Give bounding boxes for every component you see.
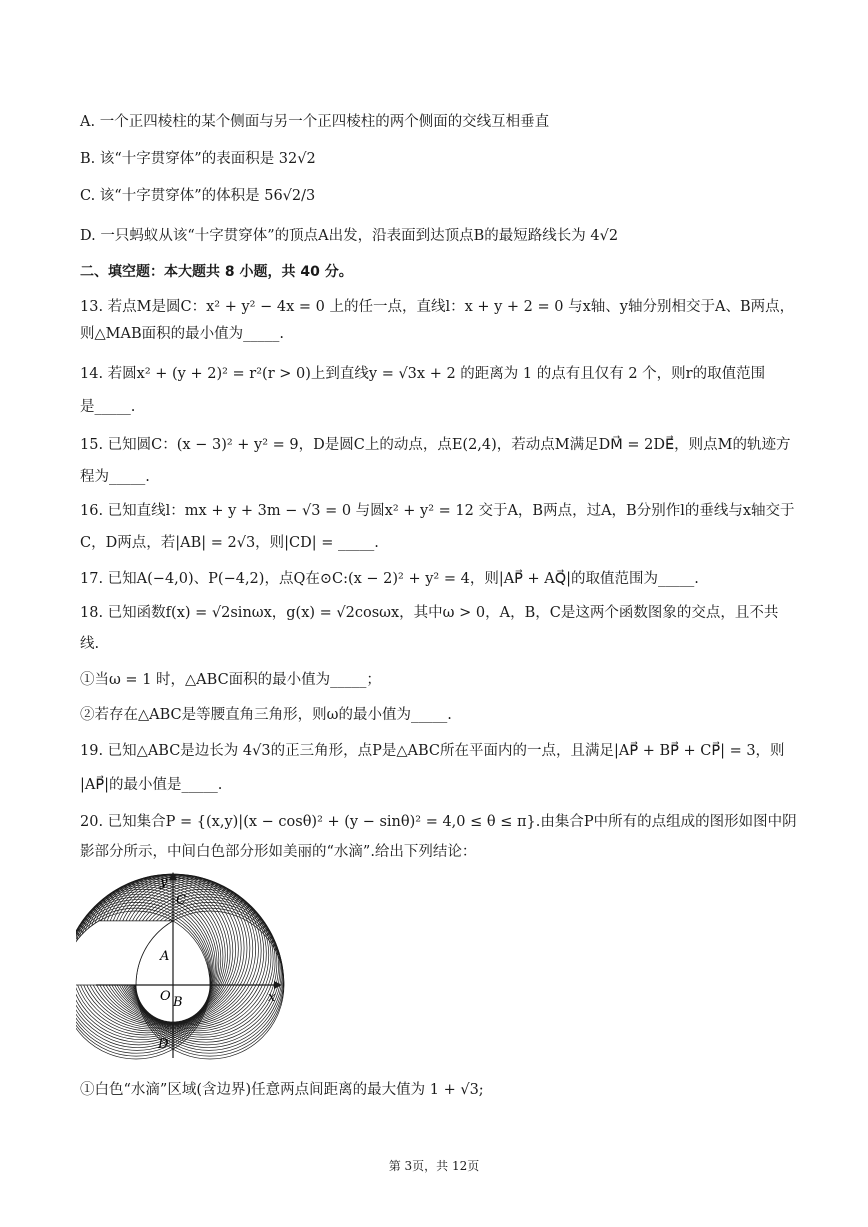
- option-d: D. 一只蚂蚁从该“十字贯穿体”的顶点A出发，沿表面到达顶点B的最短路线长为 4√2: [80, 228, 619, 244]
- q16-line-1: 16. 已知直线l：mx + y + 3m − √3 = 0 与圆x² + y² = 12 交于A，B两点，过A，B分别作l的垂线与x轴交于: [80, 503, 795, 519]
- q20-conclusion-1: ①白色“水滴”区域(含边界)任意两点间距离的最大值为 1 + √3;: [80, 1082, 484, 1098]
- q16-line-2: C，D两点，若|AB| = 2√3，则|CD| = _____.: [80, 535, 379, 551]
- option-a: A. 一个正四棱柱的某个侧面与另一个正四棱柱的两个侧面的交线互相垂直: [80, 114, 550, 130]
- x-axis-label: x: [268, 990, 276, 1005]
- origin-label: O: [160, 989, 171, 1004]
- q18-line-2: 线.: [80, 636, 100, 652]
- point-a-label: A: [160, 949, 170, 964]
- q18-line-1: 18. 已知函数f(x) = √2sinωx，g(x) = √2cosωx，其中ω > 0，A，B，C是这两个函数图象的交点，且不共: [80, 605, 779, 621]
- q13-line-1: 13. 若点M是圆C：x² + y² − 4x = 0 上的任一点，直线l：x + y + 2 = 0 与x轴、y轴分别相交于A、B两点，: [80, 299, 795, 315]
- water-drop-figure: [76, 868, 286, 1068]
- q14-line-2: 是_____.: [80, 399, 136, 415]
- water-drop-region: [76, 921, 210, 1022]
- y-axis-label: y: [160, 875, 168, 890]
- q19-line-1: 19. 已知△ABC是边长为 4√3的正三角形，点P是△ABC所在平面内的一点，且满足|AP⃗ + BP⃗ + CP⃗| = 3，则: [80, 743, 785, 759]
- point-c-label: C: [176, 893, 186, 908]
- point-b-label: B: [173, 995, 183, 1010]
- option-b: B. 该“十字贯穿体”的表面积是 32√2: [80, 151, 316, 167]
- q20-line-2: 影部分所示，中间白色部分形如美丽的“水滴”.给出下列结论：: [80, 844, 477, 860]
- q18-part-1: ①当ω = 1 时，△ABC面积的最小值为_____；: [80, 672, 381, 688]
- q13-line-2: 则△MAB面积的最小值为_____.: [80, 326, 284, 342]
- option-c: C. 该“十字贯穿体”的体积是 56√2/3: [80, 188, 316, 204]
- q15-line-1: 15. 已知圆C：(x − 3)² + y² = 9，D是圆C上的动点，点E(2,4)，若动点M满足DM⃗ = 2DE⃗，则点M的轨迹方: [80, 437, 791, 453]
- q19-line-2: |AP⃗|的最小值是_____.: [80, 777, 223, 793]
- q18-part-2: ②若存在△ABC是等腰直角三角形，则ω的最小值为_____.: [80, 707, 452, 723]
- page-footer: 第 3页，共 12页: [388, 1159, 480, 1173]
- q14-line-1: 14. 若圆x² + (y + 2)² = r²(r > 0)上到直线y = √3x + 2 的距离为 1 的点有且仅有 2 个，则r的取值范围: [80, 366, 766, 382]
- section-heading: 二、填空题：本大题共 8 小题，共 40 分。: [80, 264, 353, 280]
- q17: 17. 已知A(−4,0)、P(−4,2)，点Q在⊙C:(x − 2)² + y² = 4，则|AP⃗ + AQ⃗|的取值范围为_____.: [80, 571, 699, 587]
- q20-line-1: 20. 已知集合P = {(x,y)|(x − cosθ)² + (y − sinθ)² = 4,0 ≤ θ ≤ π}.由集合P中所有的点组成的图形如图中阴: [80, 814, 797, 830]
- point-d-label: D: [158, 1037, 169, 1052]
- q15-line-2: 程为_____.: [80, 469, 150, 485]
